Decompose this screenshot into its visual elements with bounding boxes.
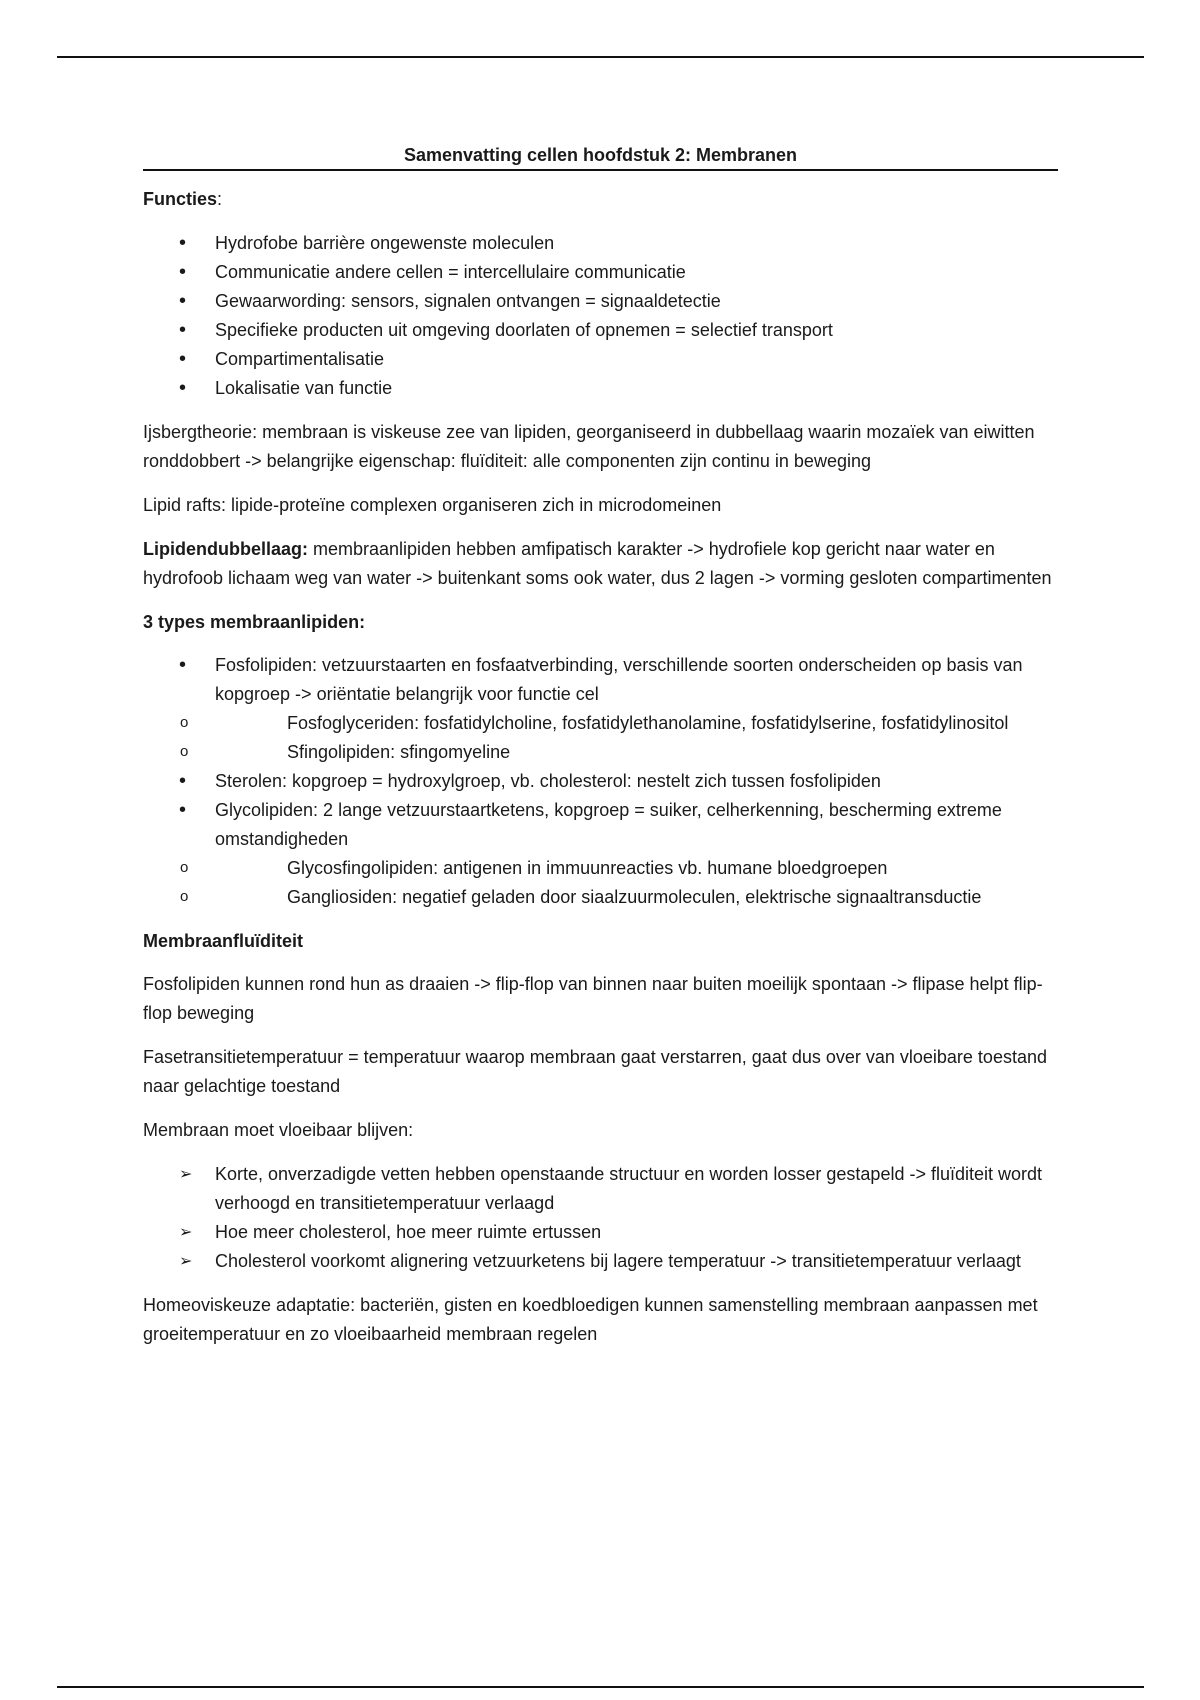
title-underline [143,169,1058,171]
list-item-sterolen: • Sterolen: kopgroep = hydroxylgroep, vb. cholesterol: nestelt zich tussen fosfolipiden [143,767,1058,796]
list-item: • Specifieke producten uit omgeving doorlaten of opnemen = selectief transport [143,316,1058,345]
functies-heading [143,185,1058,214]
sublist-item: o Fosfoglyceriden: fosfatidylcholine, fosfatidylethanolamine, fosfatidylserine, fosfatidylinositol [215,709,1058,738]
list-item-glycolipiden [143,796,1058,912]
vloeibaar-paragraph: Membraan moet vloeibaar blijven: [143,1120,414,1140]
lipidendubbellaag-paragraph [143,535,1058,593]
list-item-fosfolipiden [143,651,1058,767]
fluiditeit-heading: Membraanfluïditeit [143,931,304,951]
functies-list [143,229,1058,403]
list-item: • Hydrofobe barrière ongewenste moleculen [143,229,1058,258]
glycolipiden-sublist [215,854,1058,912]
arrow-list-item: ➢ Korte, onverzadigde vetten hebben openstaande structuur en worden losser gestapeld -> fluïditeit wordt verhoogd en transitietemperatuur verlaagd [143,1160,1058,1218]
sublist-item: o Gangliosiden: negatief geladen door siaalzuurmoleculen, elektrische signaaltransductie [215,883,1058,912]
functies-heading-label: Functies [143,189,218,209]
list-item: • Compartimentalisatie [143,345,1058,374]
lipidendubbellaag-text: membraanlipiden hebben amfipatisch karakter -> hydrofiele kop gericht naar water en hydrofoob lichaam weg van water -> buitenkant soms ook water, dus 2 lagen -> vorming gesloten compartimenten [143,539,1052,588]
arrow-list-item: ➢ Cholesterol voorkomt alignering vetzuurketens bij lagere temperatuur -> transitietemperatuur verlaagt [143,1247,1058,1276]
ijsbergtheorie-paragraph: Ijsbergtheorie: membraan is viskeuse zee van lipiden, georganiseerd in dubbellaag waarin mozaïek van eiwitten ronddobbert -> belangrijke eigenschap: fluïditeit: alle componenten zijn continu in beweging [143,422,1035,471]
sublist-item: o Sfingolipiden: sfingomyeline [215,738,1058,767]
flipflop-paragraph: Fosfolipiden kunnen rond hun as draaien -> flip-flop van binnen naar buiten moeilijk spontaan -> flipase helpt flip-flop beweging [143,974,1043,1023]
sublist-item: o Glycosfingolipiden: antigenen in immuunreacties vb. humane bloedgroepen [215,854,1058,883]
page-bottom-rule [57,1686,1144,1688]
homeoviskeuze-paragraph: Homeoviskeuze adaptatie: bacteriën, gisten en koedbloedigen kunnen samenstelling membraan aanpassen met groeitemperatuur en zo vloeibaarheid membraan regelen [143,1295,1038,1344]
document-body [143,143,1058,1364]
list-item: • Gewaarwording: sensors, signalen ontvangen = signaaldetectie [143,287,1058,316]
vloeibaar-list [143,1160,1058,1276]
fosfolipiden-text: Fosfolipiden: vetzuurstaarten en fosfaatverbinding, verschillende soorten onderscheiden op basis van kopgroep -> oriëntatie belangrijk voor functie cel [215,655,1023,704]
glycolipiden-text: Glycolipiden: 2 lange vetzuurstaartketens, kopgroep = suiker, celherkenning, bescherming extreme omstandigheden [215,800,1002,849]
arrow-list-item: ➢ Hoe meer cholesterol, hoe meer ruimte ertussen [143,1218,1058,1247]
lipidendubbellaag-label: Lipidendubbellaag: [143,539,308,559]
types-heading: 3 types membraanlipiden: [143,612,366,632]
functies-heading-colon: : [217,189,223,209]
types-list [143,651,1058,912]
list-item: • Communicatie andere cellen = intercellulaire communicatie [143,258,1058,287]
page-top-rule [57,56,1144,58]
fasetransitie-paragraph: Fasetransitietemperatuur = temperatuur waarop membraan gaat verstarren, gaat dus over van vloeibare toestand naar gelachtige toestand [143,1047,1047,1096]
fosfolipiden-sublist [215,709,1058,767]
lipid-rafts-paragraph: Lipid rafts: lipide-proteïne complexen organiseren zich in microdomeinen [143,495,722,515]
list-item: • Lokalisatie van functie [143,374,1058,403]
document-title: Samenvatting cellen hoofdstuk 2: Membranen [403,145,798,165]
